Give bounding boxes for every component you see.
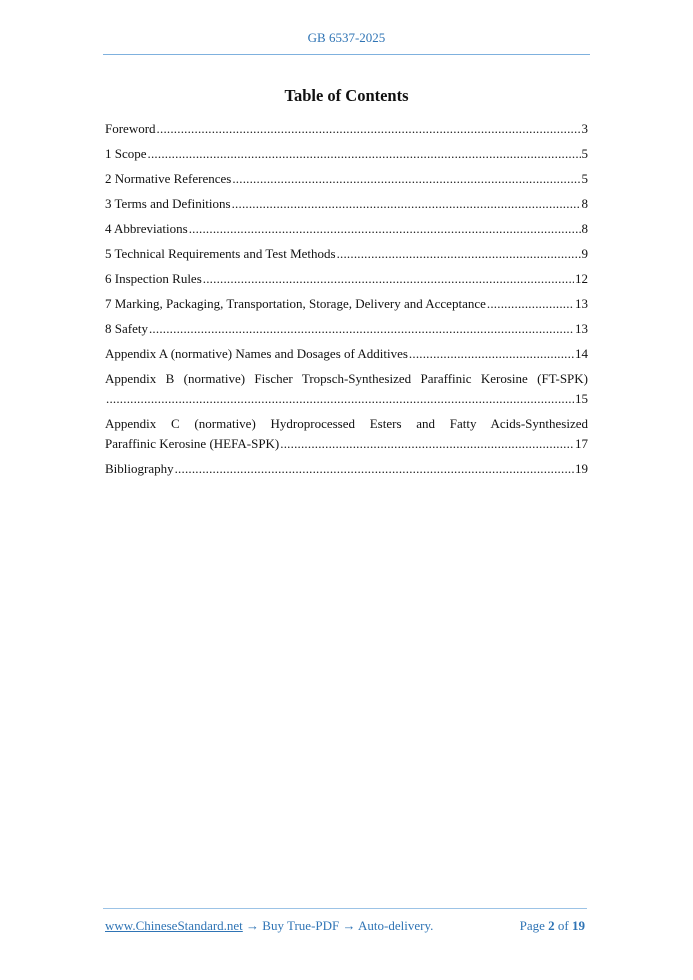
dot-leader (149, 321, 574, 337)
toc-label: 3 Terms and Definitions (105, 196, 231, 211)
dot-leader (203, 271, 574, 287)
table-of-contents (105, 121, 588, 486)
toc-label: 2 Normative References (105, 171, 232, 186)
toc-label: 5 Technical Requirements and Test Methods (105, 246, 336, 261)
dot-leader (157, 121, 581, 137)
toc-page-number: 17 (575, 436, 588, 451)
toc-label: 8 Safety (105, 321, 148, 336)
toc-label: Foreword (105, 121, 156, 136)
footer-divider (103, 908, 587, 909)
toc-entry-terms-definitions[interactable] (105, 196, 588, 212)
dot-leader (487, 296, 574, 312)
toc-entry-appendix-a[interactable] (105, 346, 588, 362)
toc-label: 7 Marking, Packaging, Transportation, Storage, Delivery and Acceptance (105, 296, 486, 311)
running-footer (105, 918, 585, 934)
toc-entry-bibliography[interactable] (105, 461, 588, 477)
toc-page-number: 5 (581, 146, 588, 161)
toc-page-number: 13 (575, 321, 588, 336)
toc-page-number: 19 (575, 461, 588, 476)
total-pages: 19 (572, 918, 585, 933)
toc-page-number: 14 (575, 346, 588, 361)
toc-page-number: 13 (575, 296, 588, 311)
toc-label: Appendix B (normative) Fischer Tropsch-Synthesized Paraffinic Kerosine (FT-SPK) (105, 371, 588, 386)
dot-leader (106, 391, 574, 407)
page-prefix: Page (519, 918, 549, 933)
toc-label: 1 Scope (105, 146, 147, 161)
toc-label: Appendix C (normative) Hydroprocessed Esters and Fatty Acids-Synthesized (105, 416, 588, 431)
toc-entry-scope[interactable] (105, 146, 588, 162)
current-page: 2 (548, 918, 555, 933)
toc-entry-appendix-b[interactable] (105, 371, 588, 407)
toc-label-continued: Paraffinic Kerosine (HEFA-SPK) (105, 436, 280, 451)
running-header: GB 6537-2025 (307, 30, 386, 45)
page-of: of (554, 918, 572, 933)
toc-entry-normative-references[interactable] (105, 171, 588, 187)
toc-entry-inspection-rules[interactable] (105, 271, 588, 287)
toc-label: Bibliography (105, 461, 174, 476)
footer-promo (105, 918, 433, 934)
toc-page-number: 8 (581, 221, 588, 236)
toc-page-number: 12 (575, 271, 588, 286)
dot-leader (337, 246, 581, 262)
toc-entry-marking-packaging[interactable] (105, 296, 588, 312)
toc-label: 4 Abbreviations (105, 221, 188, 236)
toc-page-number: 15 (575, 391, 588, 406)
toc-label: Appendix A (normative) Names and Dosages of Additives (105, 346, 408, 361)
toc-page-number: 3 (581, 121, 588, 136)
toc-entry-technical-requirements[interactable] (105, 246, 588, 262)
dot-leader (189, 221, 581, 237)
page-indicator (520, 918, 585, 934)
toc-page-number: 8 (581, 196, 588, 211)
toc-entry-foreword[interactable] (105, 121, 588, 137)
toc-label: 6 Inspection Rules (105, 271, 202, 286)
toc-entry-abbreviations[interactable] (105, 221, 588, 237)
dot-leader (175, 461, 574, 477)
header-divider (103, 54, 590, 55)
toc-entry-safety[interactable] (105, 321, 588, 337)
dot-leader (148, 146, 581, 162)
toc-entry-appendix-c[interactable] (105, 416, 588, 452)
dot-leader (409, 346, 574, 362)
dot-leader (232, 171, 580, 187)
dot-leader (280, 436, 574, 452)
page-title: Table of Contents (284, 86, 409, 105)
website-link[interactable]: www.ChineseStandard.net (105, 918, 243, 933)
toc-page-number: 9 (581, 246, 588, 261)
dot-leader (232, 196, 581, 212)
toc-page-number: 5 (581, 171, 588, 186)
footer-promo-text: → Buy True-PDF → Auto-delivery. (242, 918, 434, 933)
